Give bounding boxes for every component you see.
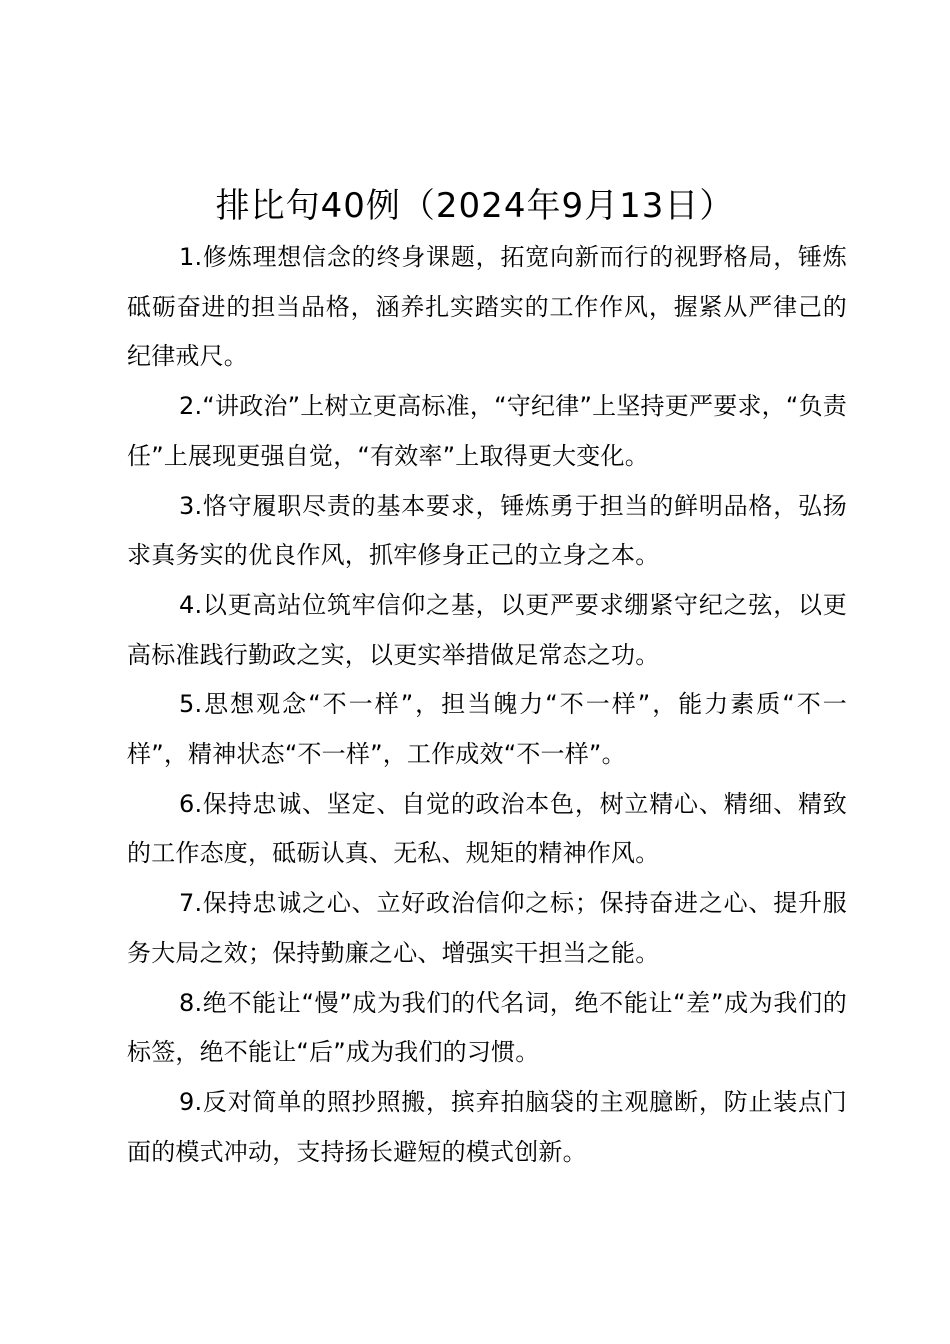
paragraph-5: 5.思想观念“不一样”，担当魄力“不一样”，能力素质“不一样”，精神状态“不一样”，工作成效“不一样”。: [127, 690, 847, 769]
document-body: [127, 233, 847, 1177]
paragraph-3: 3.恪守履职尽责的基本要求，锤炼勇于担当的鲜明品格，弘扬求真务实的优良作风，抓牢修身正己的立身之本。: [127, 491, 847, 570]
paragraph-7: 7.保持忠诚之心、立好政治信仰之标；保持奋进之心、提升服务大局之效；保持勤廉之心、增强实干担当之能。: [127, 889, 847, 967]
paragraph-9: 9.反对简单的照抄照搬，摈弃拍脑袋的主观臆断，防止装点门面的模式冲动，支持扬长避短的模式创新。: [127, 1087, 847, 1166]
paragraph-1: 1.修炼理想信念的终身课题，拓宽向新而行的视野格局，锤炼砥砺奋进的担当品格，涵养扎实踏实的工作作风，握紧从严律己的纪律戒尺。: [127, 243, 847, 371]
paragraph-6: 6.保持忠诚、坚定、自觉的政治本色，树立精心、精细、精致的工作态度，砥砺认真、无私、规矩的精神作风。: [127, 789, 847, 868]
document-title: 排比句40例（2024年9月13日）: [215, 186, 735, 226]
paragraph-2: 2.“讲政治”上树立更高标准，“守纪律”上坚持更严要求，“负责任”上展现更强自觉，“有效率”上取得更大变化。: [127, 392, 847, 470]
paragraph-8: 8.绝不能让“慢”成为我们的代名词，绝不能让“差”成为我们的标签，绝不能让“后”成为我们的习惯。: [127, 988, 847, 1067]
paragraph-4: 4.以更高站位筑牢信仰之基，以更严要求绷紧守纪之弦，以更高标准践行勤政之实，以更实举措做足常态之功。: [127, 590, 847, 669]
